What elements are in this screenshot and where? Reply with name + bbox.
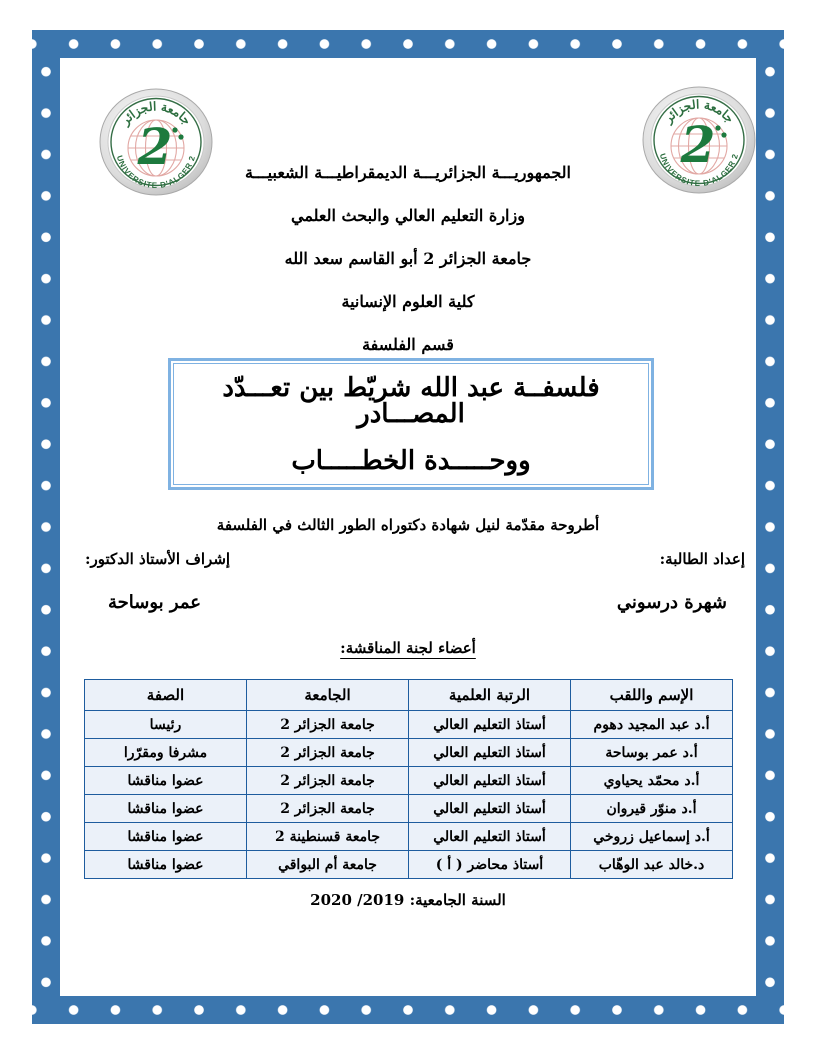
member-name: أ.د محمّد يحياوي (571, 767, 733, 795)
member-role: مشرفا ومقرّرا (85, 739, 247, 767)
frame-bottom-bar (32, 996, 784, 1024)
col-header-rank: الرتبة العلمية (409, 680, 571, 711)
member-name: أ.د عمر بوساحة (571, 739, 733, 767)
thesis-title-box (168, 358, 654, 490)
university-line: جامعة الجزائر 2 أبو القاسم سعد الله (284, 249, 532, 268)
committee-heading (0, 639, 816, 657)
member-rank: أستاذ التعليم العالي (409, 739, 571, 767)
member-role: عضوا مناقشا (85, 795, 247, 823)
table-row (85, 767, 733, 795)
member-rank: أستاذ التعليم العالي (409, 795, 571, 823)
member-university: جامعة الجزائر 2 (247, 795, 409, 823)
logo-arabic-arc-text: جامعة الجزائر (118, 99, 194, 128)
member-university: جامعة الجزائر 2 (247, 739, 409, 767)
logo-latin-arc-text: UNIVERSITE D'ALGER 2 (657, 152, 741, 189)
member-university: جامعة أم البواقي (247, 851, 409, 879)
supervisor-label: إشراف الأستاذ الدكتور: (85, 550, 231, 568)
member-role: عضوا مناقشا (85, 851, 247, 879)
thesis-title-box-inner (173, 363, 649, 485)
thesis-subtitle: أطروحة مقدّمة لنيل شهادة دكتوراه الطور الثالث في الفلسفة (216, 516, 600, 534)
table-row (85, 739, 733, 767)
frame-left-bar (32, 58, 60, 996)
col-header-university: الجامعة (247, 680, 409, 711)
logo-arabic-arc-text: جامعة الجزائر (661, 97, 737, 126)
member-rank: أستاذ محاضر ( أ ) (409, 851, 571, 879)
member-rank: أستاذ التعليم العالي (409, 711, 571, 739)
member-name: أ.د إسماعيل زروخي (571, 823, 733, 851)
table-header-row (85, 680, 733, 711)
member-name: د.خالد عبد الوهّاب (571, 851, 733, 879)
col-header-role: الصفة (85, 680, 247, 711)
col-header-name: الإسم واللقب (571, 680, 733, 711)
faculty-line: كلية العلوم الإنسانية (341, 292, 475, 311)
svg-text:2: 2 (137, 117, 173, 176)
svg-text:2: 2 (680, 115, 716, 174)
thesis-title-line1: فلسفــة عبد الله شريّط بين تعـــدّد المصـــادر (222, 372, 600, 429)
department-line: قسم الفلسفة (362, 335, 454, 354)
prepared-by-label: إعداد الطالبة: (659, 550, 745, 568)
institution-header (70, 151, 746, 366)
frame-right-bar (756, 58, 784, 996)
member-name: أ.د منوّر قيروان (571, 795, 733, 823)
republic-line: الجمهوريـــة الجزائريـــة الديمقراطيـــة الشعبيـــة (245, 163, 571, 182)
thesis-title-line2: ووحـــــدة الخطـــــاب (291, 445, 531, 476)
member-university: جامعة الجزائر 2 (247, 767, 409, 795)
table-row (85, 851, 733, 879)
member-role: عضوا مناقشا (85, 823, 247, 851)
ministry-line: وزارة التعليم العالي والبحث العلمي (291, 206, 525, 225)
member-university: جامعة الجزائر 2 (247, 711, 409, 739)
member-role: عضوا مناقشا (85, 767, 247, 795)
logo-latin-arc-text: UNIVERSITE D'ALGER 2 (114, 154, 198, 191)
supervisor-name: عمر بوساحة (108, 592, 201, 613)
committee-heading-text: أعضاء لجنة المناقشة: (340, 639, 476, 657)
committee-table (84, 679, 733, 879)
member-role: رئيسا (85, 711, 247, 739)
member-rank: أستاذ التعليم العالي (409, 823, 571, 851)
member-rank: أستاذ التعليم العالي (409, 767, 571, 795)
member-university: جامعة قسنطينة 2 (247, 823, 409, 851)
frame-top-bar (32, 30, 784, 58)
table-row (85, 711, 733, 739)
student-name: شهرة درسوني (616, 592, 727, 613)
academic-year: السنة الجامعية: 2019/ 2020 (310, 891, 506, 909)
table-row (85, 795, 733, 823)
member-name: أ.د عبد المجيد دهوم (571, 711, 733, 739)
table-row (85, 823, 733, 851)
